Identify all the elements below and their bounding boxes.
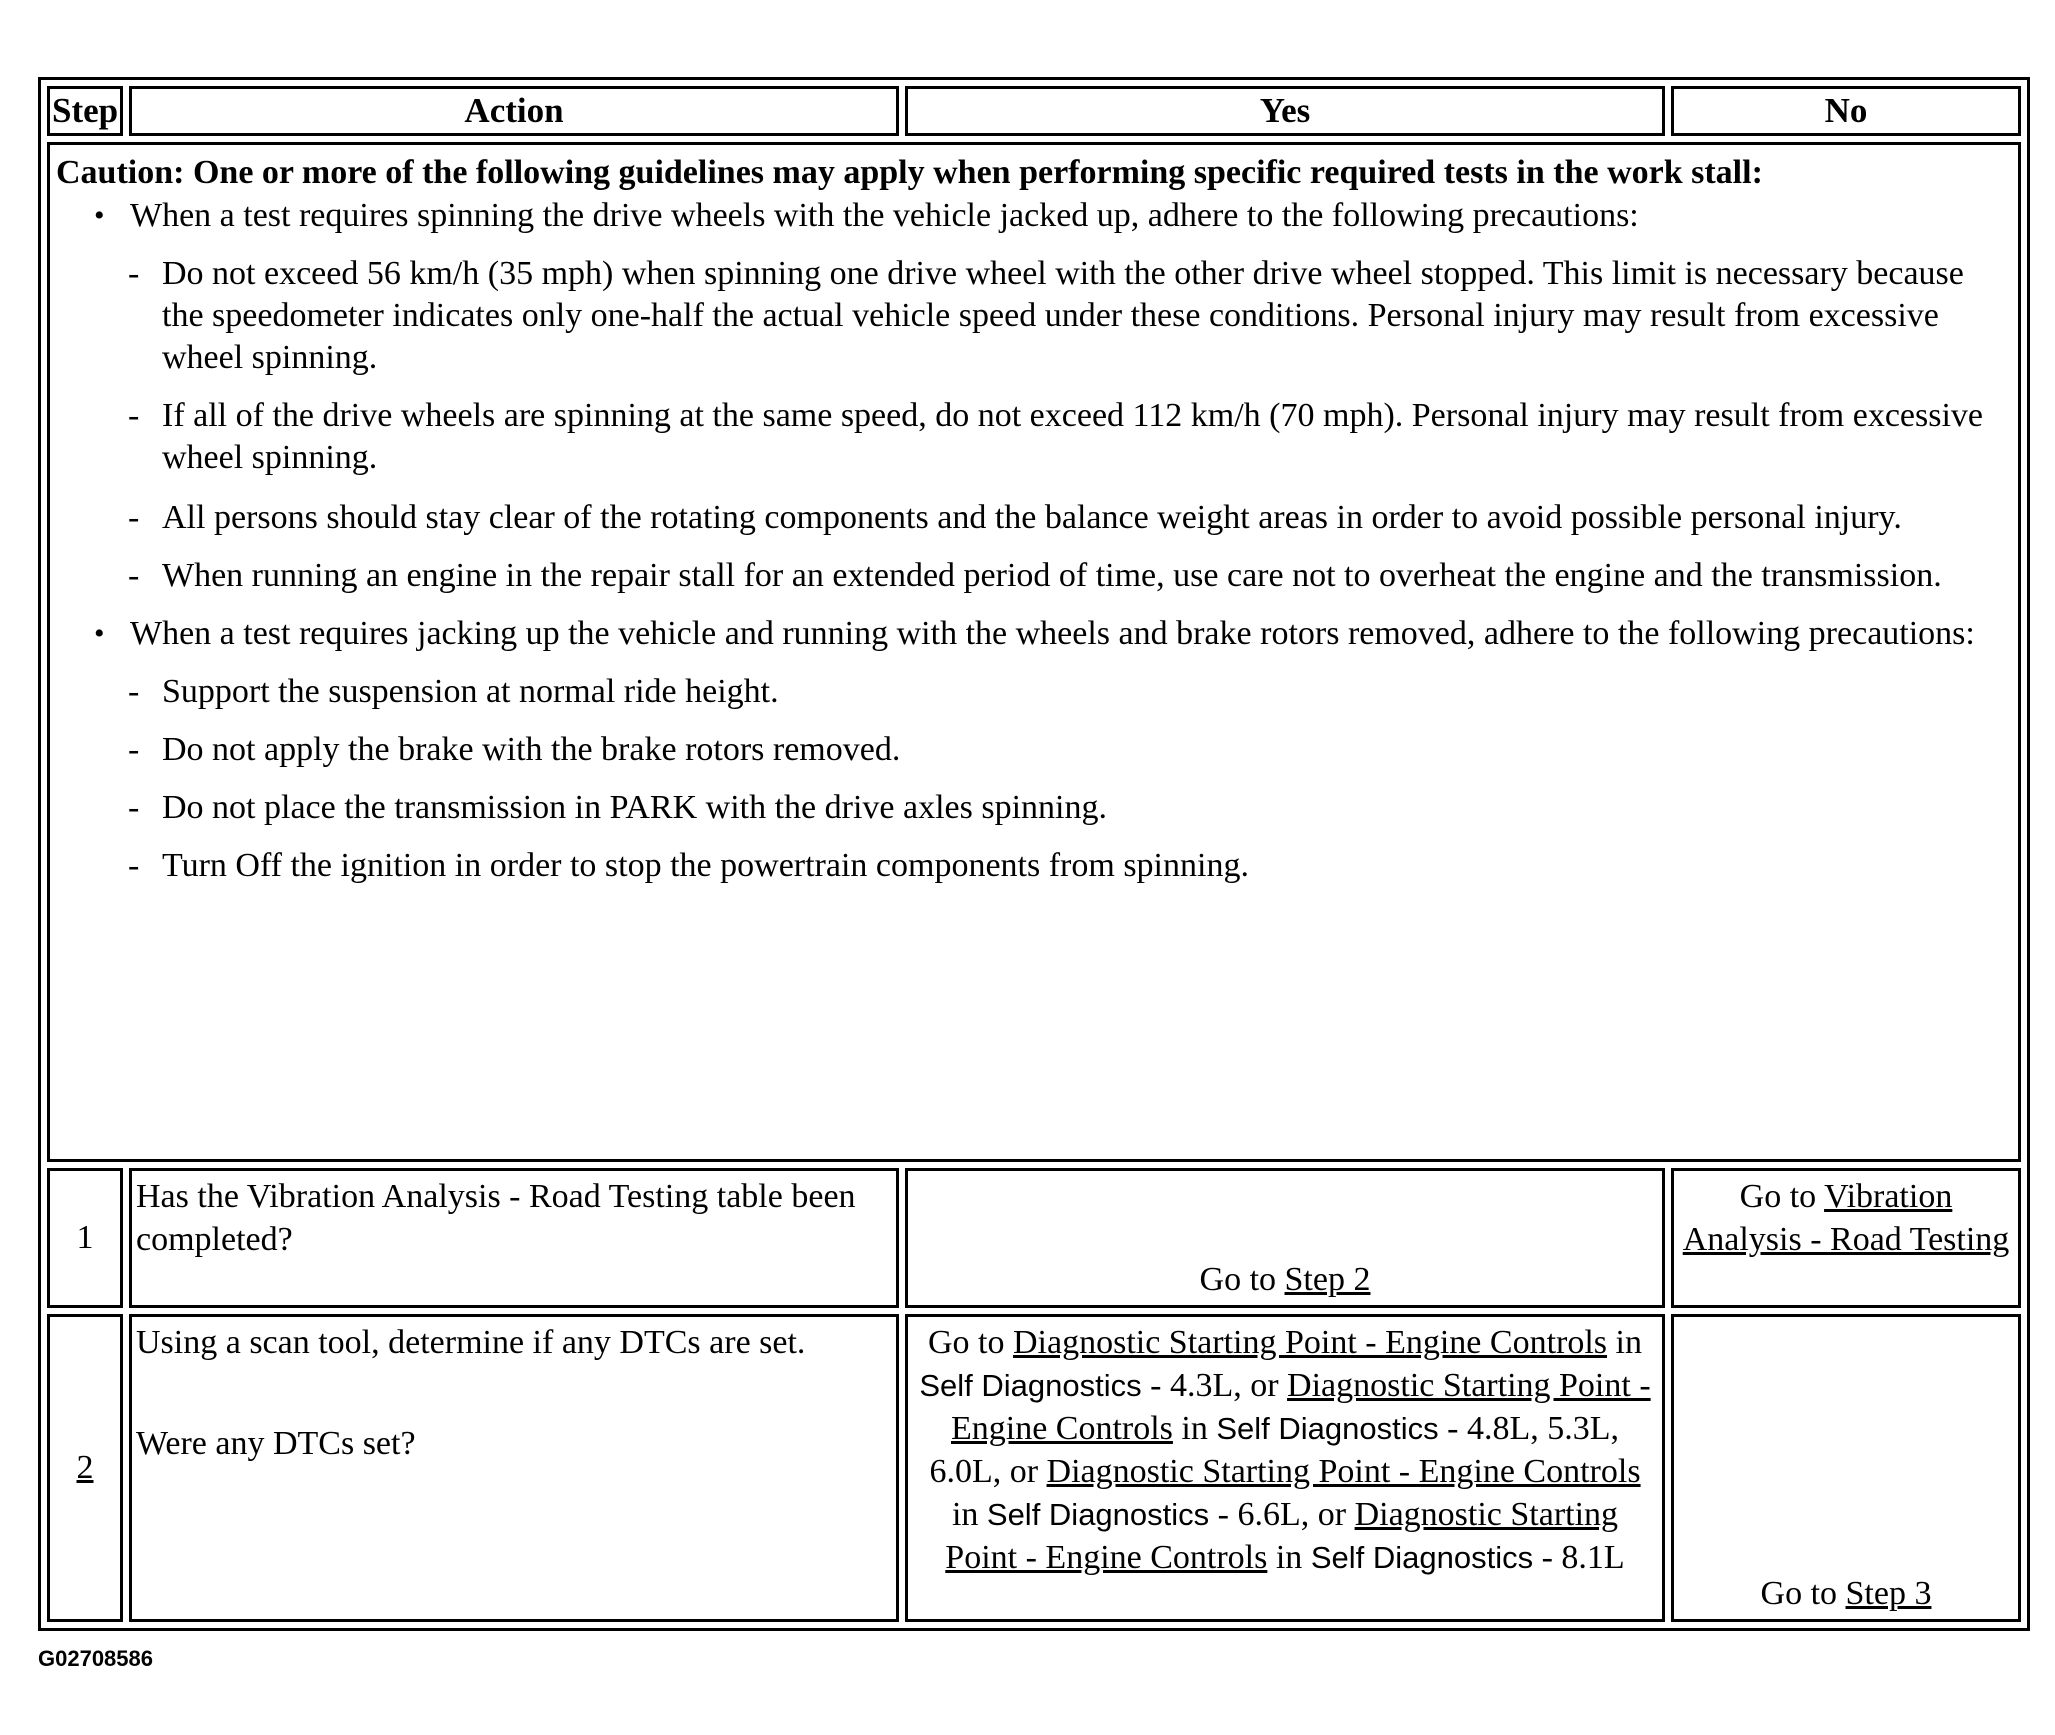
caution-row (47, 142, 2021, 1162)
yes-cell (905, 1314, 1665, 1622)
bullet-icon: • (94, 617, 105, 650)
caution-sub-item (56, 497, 2012, 539)
dash-icon: - (128, 255, 140, 292)
step-2-link[interactable]: 2 (76, 1449, 94, 1486)
yes-in: in (1172, 1410, 1217, 1447)
no-cell (1671, 1168, 2021, 1308)
table-row (47, 1168, 2021, 1308)
self-diagnostics-text: Self Diagnostics (1216, 1411, 1439, 1446)
no-cell (1671, 1314, 2021, 1622)
dash-icon: - (128, 557, 140, 594)
diagnostic-page (38, 77, 2022, 1631)
dash-icon: - (128, 673, 140, 710)
dash-icon: - (128, 397, 140, 434)
caution-sub-item (56, 671, 2012, 713)
yes-prefix: Go to (1199, 1261, 1285, 1298)
caution-sub-item (56, 845, 2012, 887)
action-cell (129, 1168, 899, 1308)
action-text: Has the Vibration Analysis - Road Testing table been completed? (136, 1178, 856, 1258)
caution-sub-item (56, 787, 2012, 829)
caution-sub-item (56, 253, 2012, 379)
no-prefix: Go to (1739, 1178, 1825, 1215)
caution-sub-item (56, 395, 2012, 479)
caution-sub-item (56, 729, 2012, 771)
yes-suffix: - 4.3L, or (1141, 1367, 1288, 1404)
step-number (47, 1314, 123, 1622)
caution-sub-item (56, 555, 2012, 597)
diagnostic-starting-point-link[interactable]: Diagnostic Starting Point - Engine Controls (1013, 1324, 1608, 1361)
table-row (47, 1314, 2021, 1622)
diagnostic-starting-point-link[interactable]: Diagnostic Starting Point - Engine Controls (945, 1496, 1619, 1576)
diagnostic-starting-point-link[interactable]: Diagnostic Starting Point - Engine Controls (950, 1367, 1651, 1447)
caution-cell (47, 142, 2021, 1162)
yes-in: in (1607, 1324, 1642, 1361)
self-diagnostics-text: Self Diagnostics (919, 1368, 1142, 1403)
no-column-header: No (1671, 86, 2021, 136)
yes-go-to: Go to (928, 1324, 1013, 1361)
dash-icon: - (128, 847, 140, 884)
action-question: Were any DTCs set? (136, 1425, 416, 1462)
caution-sub-item-text: When running an engine in the repair stall for an extended period of time, use care not to overheat the engine and the transmission. (162, 557, 1942, 594)
yes-in: in (951, 1496, 987, 1533)
caution-sub-item-text: Do not exceed 56 km/h (35 mph) when spinning one drive wheel with the other drive wheel stopped. This limit is necessary because the speedometer indicates only one-half the actual vehicle speed under these conditions. Personal injury may result from excessive wheel spinning. (162, 255, 1964, 376)
yes-suffix: - 6.6L, or (1209, 1496, 1355, 1533)
go-to-step-2-link[interactable]: Step 2 (1284, 1261, 1371, 1298)
caution-bullet (56, 613, 2012, 655)
caution-bullet-text: When a test requires spinning the drive wheels with the vehicle jacked up, adhere to the following precautions: (130, 197, 1639, 234)
dash-icon: - (128, 499, 140, 536)
yes-column-header: Yes (905, 86, 1665, 136)
yes-suffix: - 4.8L, 5.3L, 6.0L, or (929, 1410, 1620, 1490)
bullet-icon: • (94, 199, 105, 232)
yes-suffix: - 8.1L (1533, 1539, 1625, 1576)
action-text: Using a scan tool, determine if any DTCs are set. (136, 1324, 806, 1361)
caution-sub-item-text: Do not place the transmission in PARK with the drive axles spinning. (162, 789, 1107, 826)
no-prefix: Go to (1760, 1575, 1846, 1612)
caution-title: Caution: One or more of the following guidelines may apply when performing specific required tests in the work stall: (56, 154, 1763, 191)
caution-sub-item-text: Turn Off the ignition in order to stop the powertrain components from spinning. (162, 847, 1249, 884)
yes-cell (905, 1168, 1665, 1308)
caution-sub-item-text: All persons should stay clear of the rotating components and the balance weight areas in order to avoid possible personal injury. (162, 499, 1902, 536)
self-diagnostics-text: Self Diagnostics (986, 1497, 1210, 1532)
dash-icon: - (128, 731, 140, 768)
yes-in: in (1267, 1539, 1311, 1576)
go-to-step-3-link[interactable]: Step 3 (1845, 1575, 1932, 1612)
figure-id: G02708586 (38, 1646, 153, 1671)
caution-sub-item-text: If all of the drive wheels are spinning at the same speed, do not exceed 112 km/h (70 mph). Personal injury may result from excessive wheel spinning. (162, 397, 1984, 476)
action-column-header: Action (129, 86, 899, 136)
caution-sub-item-text: Support the suspension at normal ride height. (162, 673, 779, 710)
diagnostic-table (38, 77, 2030, 1631)
caution-bullet-text: When a test requires jacking up the vehicle and running with the wheels and brake rotors removed, adhere to the following precautions: (130, 615, 1975, 652)
vibration-analysis-road-testing-link[interactable]: Vibration Analysis - Road Testing (1682, 1178, 2010, 1258)
caution-sub-item-text: Do not apply the brake with the brake rotors removed. (162, 731, 901, 768)
step-column-header: Step (47, 86, 123, 136)
header-row (47, 86, 2021, 136)
step-number: 1 (47, 1168, 123, 1308)
diagnostic-starting-point-link[interactable]: Diagnostic Starting Point - Engine Controls (1046, 1453, 1641, 1490)
self-diagnostics-text: Self Diagnostics (1310, 1540, 1534, 1575)
action-cell (129, 1314, 899, 1622)
dash-icon: - (128, 789, 140, 826)
caution-bullet (56, 195, 2012, 237)
